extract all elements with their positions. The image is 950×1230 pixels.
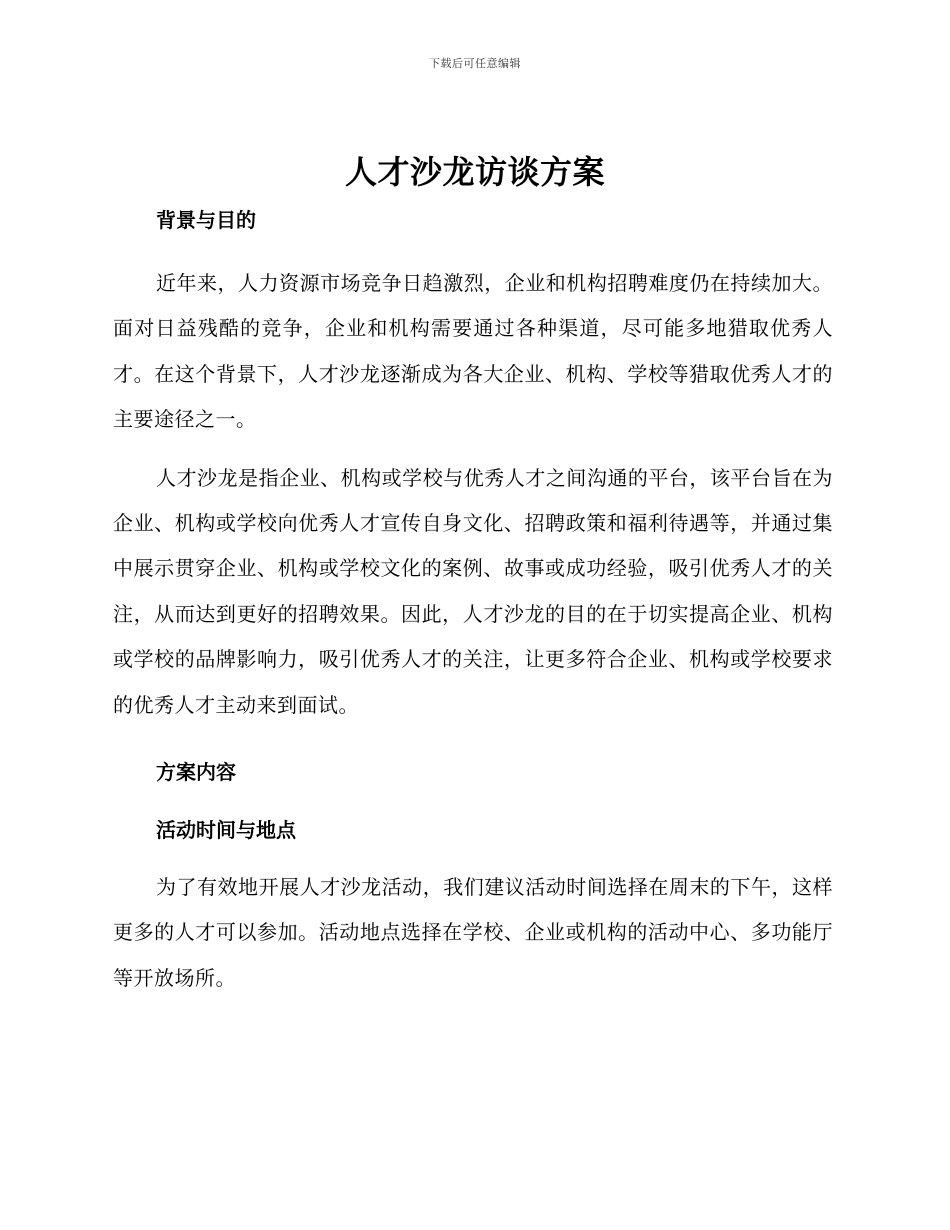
paragraph-background-1: 近年来，人力资源市场竞争日趋激烈，企业和机构招聘难度仍在持续加大。面对日益残酷的竞争，企业和机构需要通过各种渠道，尽可能多地猎取优秀人才。在这个背景下，人才沙龙逐渐成为各大企业、机构、学校等猎取优秀人才的主要途径之一。 bbox=[113, 271, 833, 432]
paragraph-background-2: 人才沙龙是指企业、机构或学校与优秀人才之间沟通的平台，该平台旨在为企业、机构或学校向优秀人才宣传自身文化、招聘政策和福利待遇等，并通过集中展示贯穿企业、机构或学校文化的案例、故事或成功经验，吸引优秀人才的关注，从而达到更好的招聘效果。因此，人才沙龙的目的在于切实提高企业、机构或学校的品牌影响力，吸引优秀人才的关注，让更多符合企业、机构或学校要求的优秀人才主动来到面试。 bbox=[113, 465, 833, 717]
paragraph-time-location-1: 为了有效地开展人才沙龙活动，我们建议活动时间选择在周末的下午，这样更多的人才可以参加。活动地点选择在学校、企业或机构的活动中心、多功能厅等开放场所。 bbox=[113, 875, 833, 990]
section-heading-background: 背景与目的 bbox=[156, 208, 256, 232]
section-heading-plan: 方案内容 bbox=[156, 760, 236, 785]
section-heading-time-location: 活动时间与地点 bbox=[156, 818, 296, 843]
header-note: 下载后可任意编辑 bbox=[429, 57, 521, 70]
document-title: 人才沙龙访谈方案 bbox=[344, 153, 605, 191]
document-body bbox=[113, 200, 833, 1001]
